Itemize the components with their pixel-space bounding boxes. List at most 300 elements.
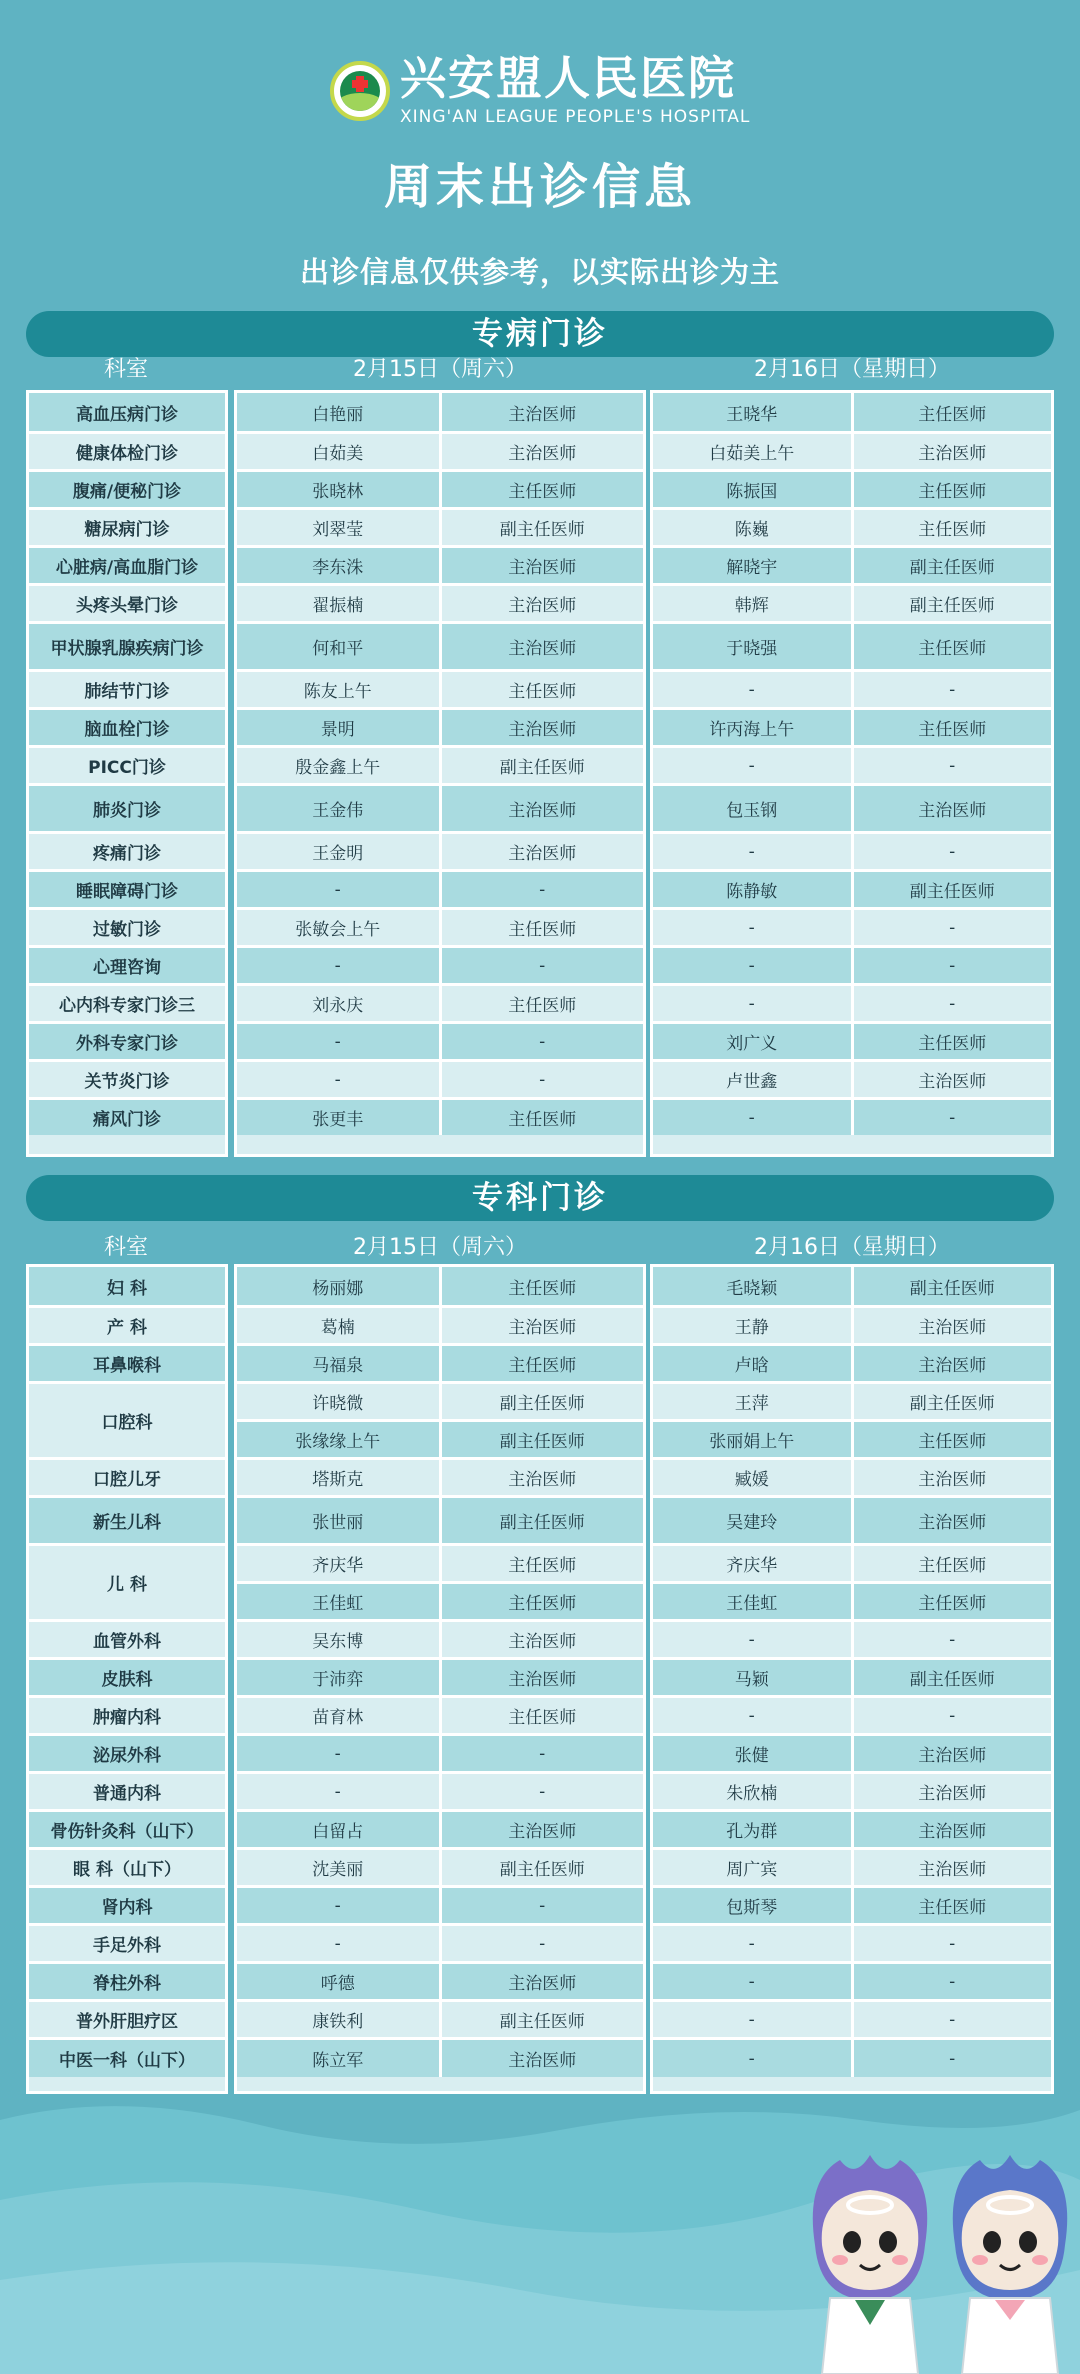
doctor-title: 主任医师 [851,472,1052,507]
doctor-name: 马福泉 [312,1356,364,1376]
header [0,0,1080,300]
dept-row [29,1267,225,1305]
dept-name: 高血压病门诊 [76,404,178,425]
doctor-title: - [851,948,1052,983]
doctor-name: - [748,993,755,1014]
doctor-name: 陈友上午 [303,682,372,702]
doctor-title: 主治医师 [439,393,644,431]
doctor-name: 陈振国 [726,482,778,502]
doctor-title: - [439,1926,644,1961]
dept-name: 腹痛/便秘门诊 [72,482,182,502]
day1-row [237,669,643,707]
dept-name: 心理咨询 [93,958,161,978]
dept-name: 耳鼻喉科 [93,1356,161,1376]
doctor-name: 陈立军 [312,2051,364,2071]
doctor-title: - [851,1926,1052,1961]
dept-name: 妇 科 [107,1278,147,1299]
doctor-name: 齐庆华 [726,1556,778,1576]
day2-row [653,1021,1051,1059]
doctor-name: 李东洙 [312,558,364,578]
dept-name: 糖尿病门诊 [84,520,170,540]
day1-row [237,1619,643,1657]
doctor-name: 王萍 [734,1394,769,1414]
doctor-name: - [748,1107,755,1128]
doctor-title: 主任医师 [439,986,644,1021]
doctor-name: 许晓微 [312,1394,364,1414]
day1-row [237,745,643,783]
doctor-title: 主治医师 [851,1850,1052,1885]
dept-row [29,669,225,707]
doctor-name: 景明 [320,720,355,740]
doctor-name: - [748,2048,755,2069]
dept-name: 头疼头晕门诊 [76,596,178,616]
day1-row [237,583,643,621]
doctor-name: 张健 [734,1746,769,1766]
day2-row [653,2037,1051,2077]
doctor-name: 殷金鑫上午 [295,758,381,778]
hospital-name: 兴安盟人民医院 [400,51,736,105]
doctor-name: - [748,1629,755,1650]
dept-row [29,1343,225,1381]
section-banner-special-disease: 专病门诊 [26,311,1054,357]
dept-row [29,1961,225,1999]
doctor-name: 刘广义 [726,1034,778,1054]
doctor-title: 副主任医师 [439,1850,644,1885]
day2-row [653,707,1051,745]
doctor-title: 副主任医师 [851,1384,1052,1419]
doctor-name: - [748,955,755,976]
doctor-title: 主任医师 [439,1346,644,1381]
doctor-title: 主任医师 [439,910,644,945]
day1-row [237,1809,643,1847]
dept-name: 普外肝胆疗区 [76,2012,178,2032]
dept-row [29,1381,225,1457]
day1-row [237,1657,643,1695]
doctor-name: - [334,1031,341,1052]
doctor-title: 主治医师 [439,586,644,621]
doctor-title: 副主任医师 [439,1498,644,1543]
day2-row [653,669,1051,707]
doctor-title: 主治医师 [851,1498,1052,1543]
day1-row [237,469,643,507]
mascot-nurse-right [940,2150,1080,2374]
day2-row [653,1419,1051,1457]
day2-row [653,1657,1051,1695]
doctor-title: 主治医师 [439,1460,644,1495]
doctor-name: 杨丽娜 [312,1278,364,1299]
doctor-title: - [439,1888,644,1923]
doctor-title: 主任医师 [439,672,644,707]
dept-row [29,1771,225,1809]
doctor-name: 白茹美上午 [709,444,795,464]
dept-name: 肺结节门诊 [84,682,170,702]
dept-row [29,907,225,945]
doctor-name: 孔为群 [726,1822,778,1842]
day1-row [237,1695,643,1733]
doctor-title: - [439,1774,644,1809]
day2-row [653,1961,1051,1999]
doctor-title: - [851,2002,1052,2037]
dept-name: 健康体检门诊 [76,444,178,464]
day1-row [237,1059,643,1097]
day1-row [237,1847,643,1885]
doctor-title: - [851,910,1052,945]
doctor-name: - [748,755,755,776]
doctor-name: 王金明 [312,844,364,864]
doctor-name: 毛晓颖 [726,1278,778,1299]
day1-row [237,1305,643,1343]
day1-row [237,1267,643,1305]
doctor-title: 副主任医师 [851,1660,1052,1695]
doctor-title: - [439,1024,644,1059]
day1-row [237,1021,643,1059]
dept-name: 中医一科（山下） [59,2051,195,2071]
doctor-name: 张晓林 [312,482,364,502]
doctor-title: 主任医师 [851,1422,1052,1457]
doctor-name: 马颖 [734,1670,769,1690]
dept-row [29,1885,225,1923]
dept-row [29,1999,225,2037]
doctor-name: 卢世鑫 [726,1072,778,1092]
day2-row [653,393,1051,431]
day2-row [653,907,1051,945]
doctor-name: 翟振楠 [312,596,364,616]
doctor-title: 主任医师 [851,1584,1052,1619]
doctor-name: 解晓宇 [726,558,778,578]
doctor-name: 臧媛 [734,1470,769,1490]
doctor-title: 主治医师 [439,1964,644,1999]
dept-name: 口腔科 [101,1413,153,1433]
doctor-name: - [748,679,755,700]
day1-row [237,1457,643,1495]
dept-name: 心内科专家门诊三 [59,996,195,1016]
dept-name: 血管外科 [93,1632,161,1652]
doctor-title: - [851,1622,1052,1657]
day2-row [653,1771,1051,1809]
doctor-title: - [851,986,1052,1021]
doctor-name: 刘永庆 [312,996,364,1016]
doctor-title: 副主任医师 [851,1267,1052,1305]
table-day2-column [650,390,1054,1157]
day1-row [237,545,643,583]
day2-row [653,831,1051,869]
doctor-title: 主任医师 [851,1888,1052,1923]
dept-name: 眼 科（山下） [73,1860,181,1880]
col-header-day2-2: 2月16日（星期日） [754,1235,950,1260]
dept-name: 产 科 [107,1318,147,1338]
day2-row [653,1695,1051,1733]
day1-row [237,1419,643,1457]
dept-row [29,1495,225,1543]
doctor-name: - [334,1781,341,1802]
doctor-title: 主治医师 [851,1346,1052,1381]
doctor-title: 主任医师 [851,393,1052,431]
doctor-name: 刘翠莹 [312,520,364,540]
day1-row [237,783,643,831]
day1-row [237,983,643,1021]
doctor-name: 于沛弈 [312,1670,364,1690]
doctor-title: 副主任医师 [439,1422,644,1457]
doctor-name: - [334,1895,341,1916]
doctor-name: 朱欣楠 [726,1784,778,1804]
doctor-title: 主任医师 [851,510,1052,545]
day1-row [237,621,643,669]
doctor-name: - [748,1971,755,1992]
dept-row [29,1695,225,1733]
day1-row [237,1999,643,2037]
dept-name: 关节炎门诊 [84,1072,170,1092]
dept-row [29,393,225,431]
day1-row [237,393,643,431]
col-header-dept: 科室 [103,357,148,382]
doctor-name: 吴东博 [312,1632,364,1652]
doctor-title: 主任医师 [439,1267,644,1305]
hospital-name-en: XING'AN LEAGUE PEOPLE'S HOSPITAL [400,107,751,127]
doctor-title: 副主任医师 [439,510,644,545]
day2-row [653,1581,1051,1619]
dept-name: 口腔儿牙 [93,1470,161,1490]
doctor-title: 主任医师 [851,710,1052,745]
dept-row [29,545,225,583]
dept-name: 新生儿科 [93,1513,161,1533]
doctor-name: 于晓强 [726,639,778,659]
day2-row [653,507,1051,545]
doctor-title: 主治医师 [439,1660,644,1695]
doctor-name: - [748,841,755,862]
notice-text: 出诊信息仅供参考，以实际出诊为主 [299,255,780,289]
doctor-name: 卢晗 [734,1356,769,1376]
day2-row [653,1457,1051,1495]
doctor-title: 主治医师 [439,434,644,469]
day1-row [237,1923,643,1961]
doctor-title: - [439,872,644,907]
doctor-title: - [851,1698,1052,1733]
doctor-title: 主治医师 [439,548,644,583]
doctor-name: 陈巍 [734,520,769,540]
day2-row [653,621,1051,669]
doctor-title: 副主任医师 [439,748,644,783]
day2-row [653,1097,1051,1135]
doctor-name: 沈美丽 [312,1860,364,1880]
doctor-title: - [851,672,1052,707]
doctor-name: 何和平 [312,639,364,659]
dept-name: 手足外科 [93,1936,161,1956]
doctor-name: - [334,1743,341,1764]
doctor-title: 主治医师 [439,1308,644,1343]
doctor-title: 主治医师 [851,1774,1052,1809]
day1-row [237,869,643,907]
doctor-name: 张缘缘上午 [295,1432,381,1452]
dept-name: 外科专家门诊 [76,1034,178,1054]
day2-row [653,1305,1051,1343]
doctor-name: 张世丽 [312,1513,364,1533]
doctor-title: - [439,1736,644,1771]
dept-row [29,831,225,869]
doctor-title: 主任医师 [851,1024,1052,1059]
dept-row [29,1619,225,1657]
doctor-title: - [851,2040,1052,2077]
doctor-name: - [334,1069,341,1090]
doctor-name: - [748,917,755,938]
dept-row [29,583,225,621]
doctor-title: 主治医师 [851,1460,1052,1495]
doctor-title: 主治医师 [439,1812,644,1847]
day1-row [237,1771,643,1809]
day1-row [237,1543,643,1581]
dept-name: 痛风门诊 [93,1110,161,1130]
day1-row [237,431,643,469]
doctor-name: 陈静敏 [726,882,778,902]
day2-row [653,1343,1051,1381]
dept-row [29,2037,225,2077]
dept-row [29,745,225,783]
dept-row [29,1021,225,1059]
day1-row [237,1961,643,1999]
day1-row [237,707,643,745]
day1-row [237,507,643,545]
hospital-logo-row [330,51,751,127]
doctor-name: 白艳丽 [312,404,364,425]
doctor-title: 主治医师 [851,786,1052,831]
doctor-title: - [439,948,644,983]
day1-row [237,1581,643,1619]
doctor-title: - [439,1062,644,1097]
dept-name: 睡眠障碍门诊 [76,882,178,902]
dept-name: 脊柱外科 [93,1974,161,1994]
dept-name: 肾内科 [101,1898,153,1918]
dept-name: 肿瘤内科 [93,1708,161,1728]
day1-row [237,1885,643,1923]
dept-row [29,431,225,469]
doctor-title: - [851,1100,1052,1135]
day2-row [653,1495,1051,1543]
table2-day2-column [650,1264,1054,2094]
day2-row [653,1809,1051,1847]
doctor-name: - [748,1933,755,1954]
day1-row [237,1733,643,1771]
doctor-name: 王金伟 [312,801,364,821]
day2-row [653,583,1051,621]
dept-row [29,1305,225,1343]
dept-row [29,1657,225,1695]
dept-row [29,1457,225,1495]
doctor-title: 主治医师 [439,786,644,831]
doctor-name: 白茹美 [312,444,364,464]
dept-name: 儿 科 [107,1575,147,1595]
doctor-name: 苗育林 [312,1708,364,1728]
day2-row [653,1847,1051,1885]
day1-row [237,907,643,945]
doctor-name: 包斯琴 [726,1898,778,1918]
doctor-name: - [748,1705,755,1726]
day1-row [237,945,643,983]
col-header-day1-2: 2月15日（周六） [353,1235,527,1260]
dept-name: 肺炎门诊 [93,801,161,821]
doctor-title: 主任医师 [439,1100,644,1135]
doctor-title: 主治医师 [439,1622,644,1657]
doctor-name: 王佳虹 [726,1594,778,1614]
doctor-name: 葛楠 [320,1318,355,1338]
page-title: 周末出诊信息 [383,159,696,215]
doctor-title: 副主任医师 [439,2002,644,2037]
doctor-title: 主任医师 [851,624,1052,669]
day2-row [653,983,1051,1021]
table-day1-column [234,390,646,1157]
dept-row [29,1543,225,1619]
doctor-name: 王佳虹 [312,1594,364,1614]
dept-row [29,621,225,669]
dept-name: 甲状腺乳腺疾病门诊 [50,639,204,659]
day2-row [653,1733,1051,1771]
dept-row [29,1097,225,1135]
doctor-name: 张敏会上午 [295,920,381,940]
day1-row [237,1343,643,1381]
doctor-title: 主任医师 [439,1546,644,1581]
doctor-name: 许丙海上午 [709,720,795,740]
doctor-name: 康铁利 [312,2012,364,2032]
dept-row [29,983,225,1021]
day2-row [653,1885,1051,1923]
day2-row [653,1619,1051,1657]
col-header-day1: 2月15日（周六） [353,357,527,382]
day1-row [237,831,643,869]
doctor-name: 张丽娟上午 [709,1432,795,1452]
day1-row [237,2037,643,2077]
day2-row [653,783,1051,831]
doctor-name: 包玉钢 [726,801,778,821]
col-header-dept-2: 科室 [103,1235,148,1260]
day2-row [653,1923,1051,1961]
dept-name: PICC门诊 [88,758,166,778]
doctor-title: 主治医师 [851,1812,1052,1847]
doctor-name: - [334,1933,341,1954]
doctor-name: 白留占 [312,1822,364,1842]
doctor-title: - [851,1964,1052,1999]
doctor-name: 王晓华 [726,404,778,425]
dept-row [29,945,225,983]
doctor-title: 主治医师 [851,434,1052,469]
doctor-title: - [851,834,1052,869]
day2-row [653,545,1051,583]
day2-row [653,1267,1051,1305]
dept-row [29,869,225,907]
dept-row [29,783,225,831]
dept-row [29,507,225,545]
doctor-name: 塔斯克 [312,1470,364,1490]
table2-day1-column [234,1264,646,2094]
dept-name: 脑血栓门诊 [84,720,170,740]
doctor-name: 韩辉 [734,596,769,616]
day2-row [653,1543,1051,1581]
doctor-title: 主任医师 [439,1698,644,1733]
dept-row [29,707,225,745]
hospital-logo-icon [330,61,390,121]
doctor-title: 主任医师 [439,472,644,507]
dept-name: 皮肤科 [101,1670,153,1690]
doctor-name: - [334,879,341,900]
day2-row [653,1999,1051,2037]
dept-row [29,469,225,507]
table-dept-column [26,390,228,1157]
section-banner-specialty: 专科门诊 [26,1175,1054,1221]
doctor-title: 主治医师 [851,1736,1052,1771]
dept-name: 泌尿外科 [93,1746,161,1766]
doctor-title: 主任医师 [851,1546,1052,1581]
dept-row [29,1059,225,1097]
day2-row [653,431,1051,469]
day2-row [653,469,1051,507]
doctor-title: 主治医师 [439,624,644,669]
